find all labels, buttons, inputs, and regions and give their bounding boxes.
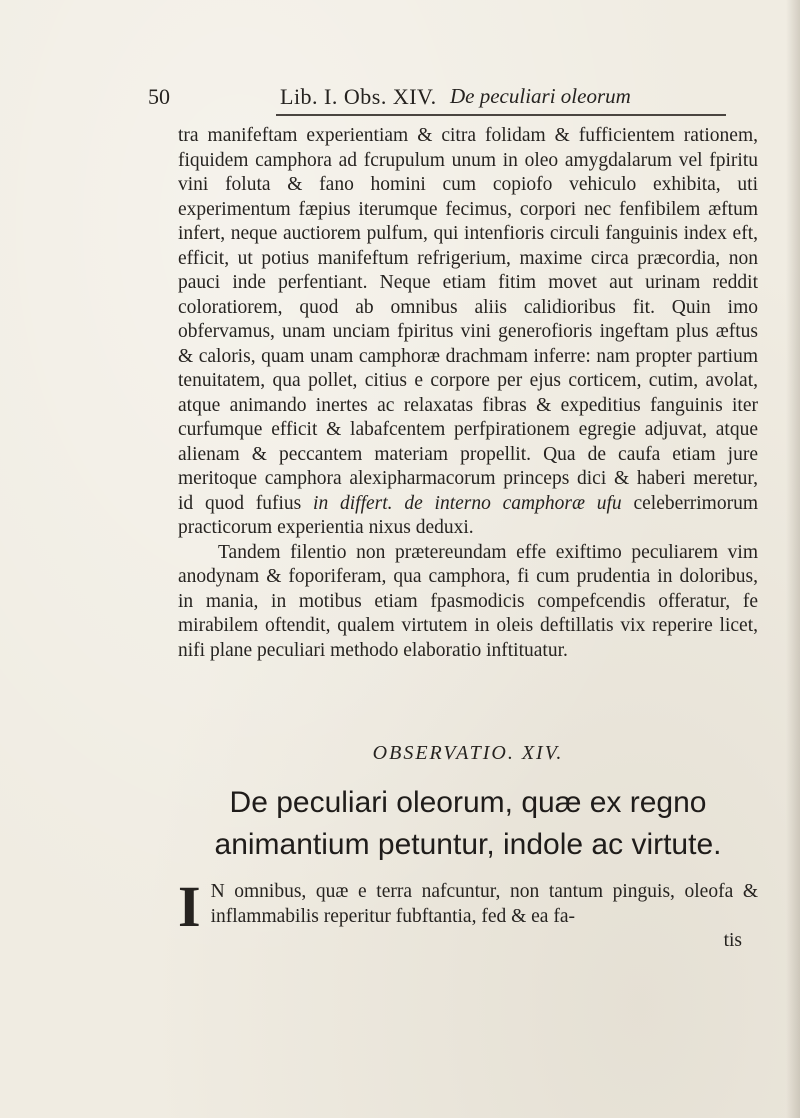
paragraph-1-tail: celeberrimorum practicorum experientia nixus deduxi. [178,492,759,538]
running-head-rule [276,114,726,116]
running-head-section: Lib. I. Obs. XIV. [280,84,437,109]
paragraph-2: Tandem filentio non prætereundam effe exiftimo peculiarem vim anodynam & foporiferam, qua camphora, fi cum prudentia in doloribus, in mania, in motibus etiam fpasmodicis compefcendis offeratur, fe mirabilem oftendit, qualem virtutem in oleis deftillatis vix reperire licet, nifi plane peculiari methodo elaboratio inftituatur. [178,541,758,661]
drop-cap: I [178,874,201,939]
page-number: 50 [148,84,170,109]
catchword: tis [723,930,742,951]
observation-heading: OBSERVATIO. XIV. [372,742,564,764]
chapter-title: De peculiari oleorum, quæ ex regno animantium petuntur, indole ac virtute. [214,786,722,861]
opening-paragraph [178,874,758,954]
paragraph-1-text: tra manifeftam experientiam & citra folidam & fufficientem rationem, fiquidem camphora ad fcrupulum unum in oleo amygdalarum vel fpiritu vini foluta & fano homini cum copiofo vehiculo exhibita, uti experimentum fæpius iterumque fecimus, corpori nec fenfibilem æftum infert, neque auctiorem pulfum, qui intenfioris circuli fanguinis index eft, efficit, ut potius manifeftum refrigerium, maxime circa præcordia, non pauci inde perfentiant. Neque etiam fitim movet aut urinam reddit coloratiorem, quod ab omnibus aliis calidioribus fit. Quin imo obfervamus, unam unciam fpiritus vini generofioris ingeftam plus æftus & caloris, quam unam camphoræ drachmam inferre: nam propter partium tenuitatem, qua pollet, citius e corpore per ejus corticem, cutim, avolat, atque animando inertes ac relaxatas fibras & expeditius fanguinis iter curfumque efficit & labafcentem perfpirationem egregie adjuvat, atque alienam & peccantem materiam propellit. Qua de caufa etiam jure meritoque camphora alexipharmacorum princeps dici & haberi meretur, id quod fufius [178,125,758,514]
running-head-title: De peculiari oleorum [450,84,631,108]
opening-text: N omnibus, quæ e terra nafcuntur, non tantum pinguis, oleofa & inflammabilis reperitur fubftantia, fed & ea fa- [210,881,758,927]
body-text [178,124,758,663]
running-head [148,76,748,112]
page-edge-shadow [786,0,800,1118]
paragraph-1-italic-reference: in differt. de interno camphoræ ufu [313,492,622,514]
paragraph-1 [178,124,758,541]
